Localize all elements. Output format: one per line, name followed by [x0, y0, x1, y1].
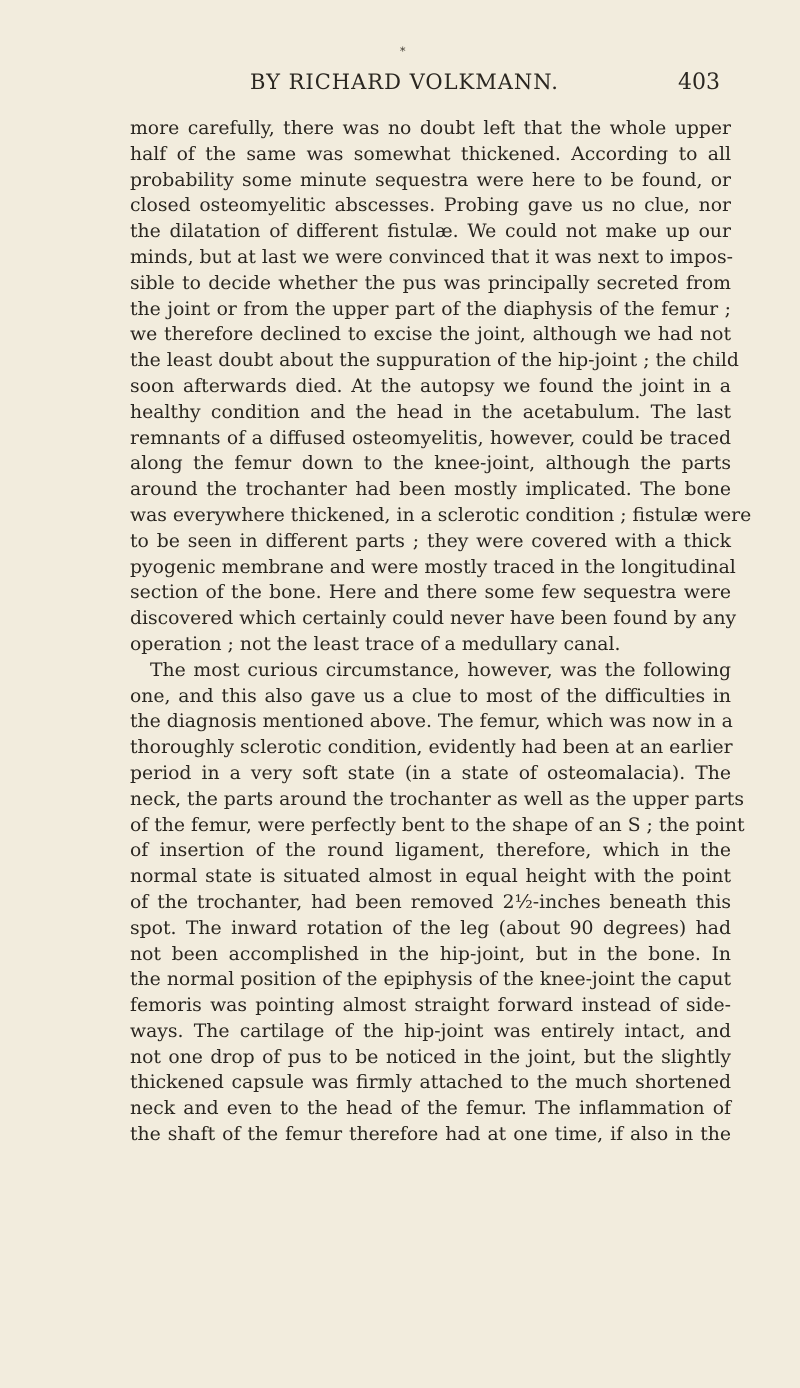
body-text — [130, 116, 752, 1148]
text-line: spot. The inward rotation of the leg (about 90 degrees) had — [130, 917, 731, 939]
text-line: around the trochanter had been mostly implicated. The bone — [130, 479, 731, 501]
text-line: along the femur down to the knee-joint, although the parts — [130, 453, 731, 475]
text-line: to be seen in different parts ; they were covered with a thick — [130, 530, 731, 552]
text-line: remnants of a diffused osteomyelitis, however, could be traced — [130, 427, 731, 449]
text-line: the diagnosis mentioned above. The femur, which was now in a — [130, 711, 733, 733]
text-line: closed osteomyelitic abscesses. Probing gave us no clue, nor — [130, 195, 731, 217]
text-line: discovered which certainly could never have been found by any — [130, 608, 737, 630]
text-line: normal state is situated almost in equal height with the point — [130, 866, 731, 888]
text-line: period in a very soft state (in a state of osteomalacia). The — [130, 762, 731, 784]
text-line: was everywhere thickened, in a sclerotic condition ; fistulæ were — [130, 504, 752, 526]
text-line: of the trochanter, had been removed 2½-inches beneath this — [130, 891, 731, 913]
text-line: healthy condition and the head in the acetabulum. The last — [130, 401, 731, 423]
text-line: femoris was pointing almost straight forward instead of side- — [130, 995, 731, 1017]
text-line: more carefully, there was no doubt left that the whole upper — [130, 118, 731, 139]
text-line: the joint or from the upper part of the diaphysis of the femur ; — [130, 298, 731, 320]
text-line: one, and this also gave us a clue to most of the difficulties in — [130, 685, 731, 707]
text-line: thoroughly sclerotic condition, evidently had been at an earlier — [130, 737, 733, 759]
text-line: pyogenic membrane and were mostly traced in the longitudinal — [130, 556, 736, 578]
paragraph-end-line: operation ; not the least trace of a medullary canal. — [130, 633, 621, 655]
text-line: we therefore declined to excise the joint, although we had not — [130, 324, 731, 346]
text-line: thickened capsule was firmly attached to the much shortened — [130, 1072, 731, 1094]
text-line: minds, but at last we were convinced that it was next to impos- — [130, 246, 733, 268]
text-line: neck, the parts around the trochanter as well as the upper parts — [130, 788, 744, 810]
text-line: the shaft of the femur therefore had at one time, if also in the — [130, 1124, 731, 1146]
text-line: sible to decide whether the pus was principally secreted from — [130, 272, 731, 294]
text-line: the least doubt about the suppuration of the hip-joint ; the child — [130, 350, 739, 372]
text-line: neck and even to the head of the femur. The inflammation of — [130, 1098, 731, 1120]
text-line: not been accomplished in the hip-joint, but in the bone. In — [130, 943, 731, 965]
text-line: the dilatation of different fistulæ. We could not make up our — [130, 221, 731, 243]
text-line: of insertion of the round ligament, therefore, which in the — [130, 840, 731, 862]
page-number: 403 — [678, 70, 720, 95]
text-line: not one drop of pus to be noticed in the joint, but the slightly — [130, 1046, 731, 1068]
text-line: soon afterwards died. At the autopsy we found the joint in a — [130, 375, 731, 397]
text-line: probability some minute sequestra were here to be found, or — [130, 169, 731, 191]
text-line: ways. The cartilage of the hip-joint was entirely intact, and — [130, 1020, 731, 1042]
text-line: the normal position of the epiphysis of the knee-joint the caput — [130, 969, 731, 991]
printer-ornament: * — [400, 45, 406, 58]
text-line: of the femur, were perfectly bent to the shape of an S ; the point — [130, 814, 745, 836]
page-header — [150, 70, 720, 100]
paragraph-start-line: The most curious circumstance, however, was the following — [150, 659, 731, 681]
text-line: section of the bone. Here and there some few sequestra were — [130, 582, 731, 604]
running-head: BY RICHARD VOLKMANN. — [250, 70, 559, 94]
text-line: half of the same was somewhat thickened. According to all — [130, 143, 731, 165]
